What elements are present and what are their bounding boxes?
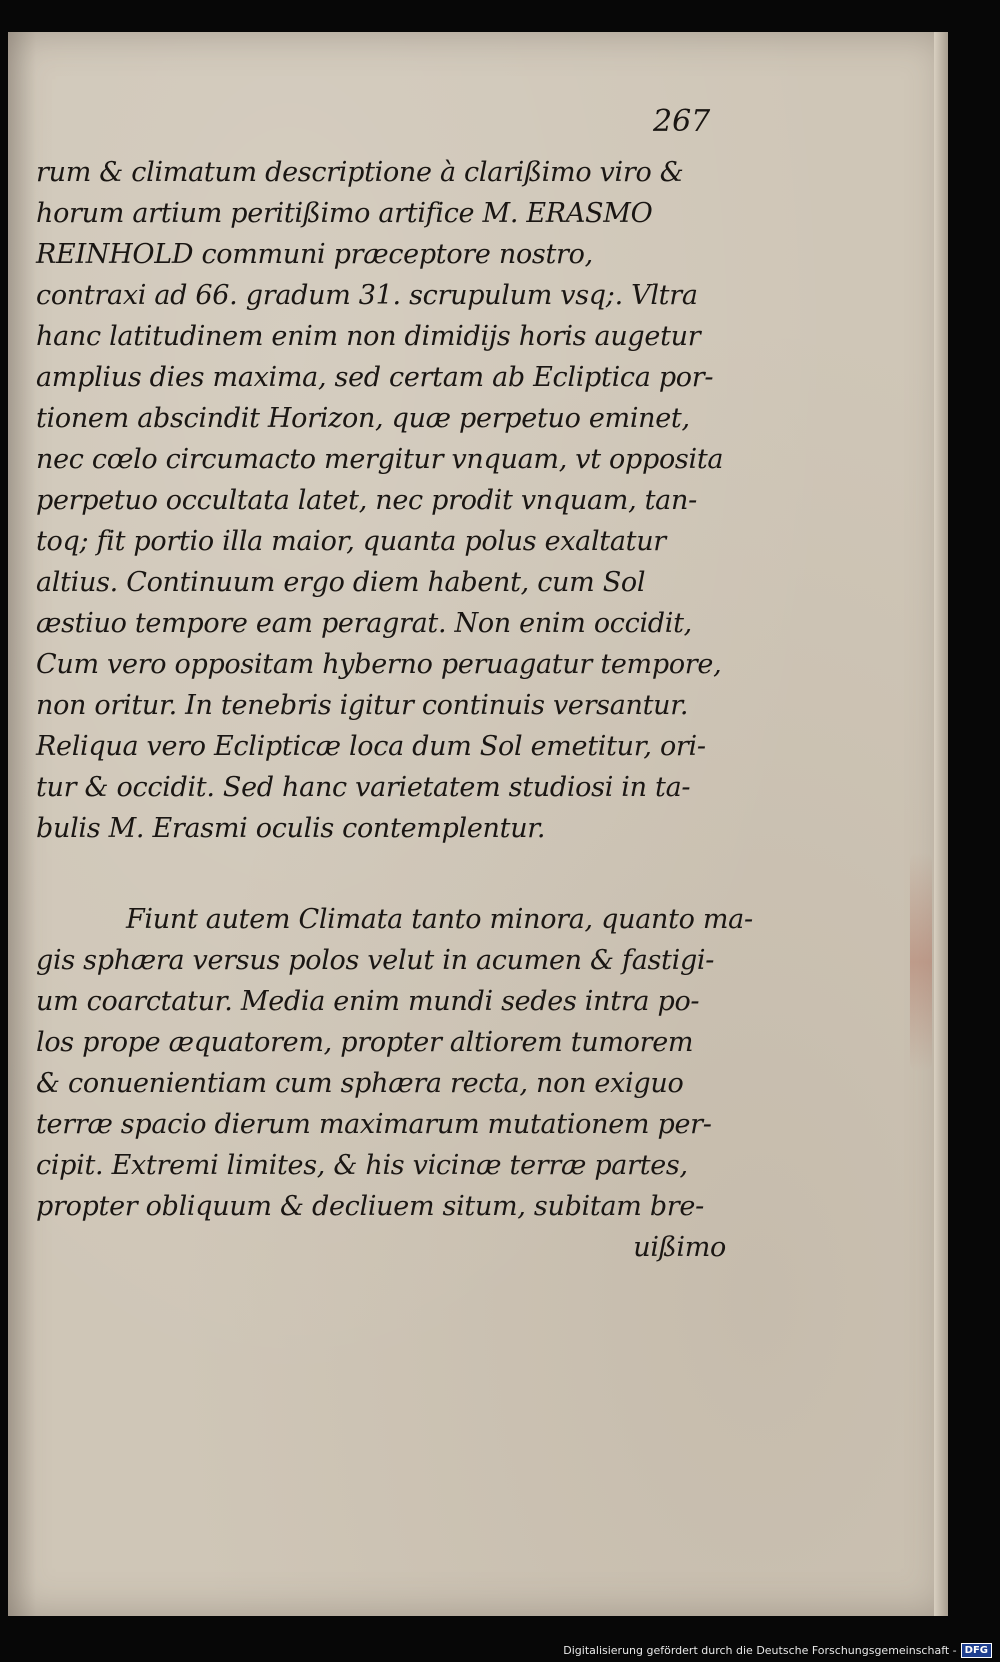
- page-text: [36, 152, 753, 1268]
- text-line: contraxi ad 66. gradum 31. scrupulum vsq;. Vltra: [36, 280, 698, 311]
- text-line: amplius dies maxima, sed certam ab Ecliptica por-: [36, 362, 714, 393]
- text-line: cipit. Extremi limites, & his vicinæ terræ partes,: [36, 1150, 688, 1181]
- text-line: perpetuo occultata latet, nec prodit vnquam, tan-: [36, 485, 697, 516]
- text-line: horum artium peritißimo artifice M. ERASMO: [36, 198, 653, 229]
- page-edge: [934, 32, 948, 1616]
- book-page: [8, 32, 948, 1616]
- text-line: propter obliquum & decliuem situm, subitam bre-: [36, 1191, 704, 1222]
- text-line: & conuenientiam cum sphæra recta, non exiguo: [36, 1068, 684, 1099]
- text-line: rum & climatum descriptione à clarißimo viro &: [36, 157, 684, 188]
- paragraph-1: [36, 152, 726, 849]
- digitization-credit: [563, 1643, 992, 1658]
- catchword: uißimo: [633, 1232, 726, 1263]
- text-line: bulis M. Erasmi oculis contemplentur.: [36, 813, 546, 844]
- text-line: los prope æquatorem, propter altiorem tumorem: [36, 1027, 694, 1058]
- text-line: hanc latitudinem enim non dimidijs horis augetur: [36, 321, 701, 352]
- page-stain: [910, 852, 932, 1072]
- text-line: tionem abscindit Horizon, quæ perpetuo eminet,: [36, 403, 690, 434]
- text-line: altius. Continuum ergo diem habent, cum Sol: [36, 567, 646, 598]
- text-line: terræ spacio dierum maximarum mutationem per-: [36, 1109, 712, 1140]
- paragraph-2: [36, 899, 753, 1268]
- text-line: nec cœlo circumacto mergitur vnquam, vt opposita: [36, 444, 724, 475]
- text-line: non oritur. In tenebris igitur continuis versantur.: [36, 690, 689, 721]
- text-line: Reliqua vero Eclipticæ loca dum Sol emetitur, ori-: [36, 731, 706, 762]
- text-line: gis sphæra versus polos velut in acumen & fastigi-: [36, 945, 715, 976]
- text-line: Cum vero oppositam hyberno peruagatur tempore,: [36, 649, 722, 680]
- text-line: REINHOLD communi præceptore nostro,: [36, 239, 593, 270]
- text-line: Fiunt autem Climata tanto minora, quanto ma-: [126, 904, 753, 935]
- text-line: tur & occidit. Sed hanc varietatem studiosi in ta-: [36, 772, 691, 803]
- credit-text: Digitalisierung gefördert durch die Deutsche Forschungsgemeinschaft -: [563, 1644, 957, 1657]
- page-number: 267: [653, 104, 711, 139]
- text-line: æstiuo tempore eam peragrat. Non enim occidit,: [36, 608, 692, 639]
- text-line: um coarctatur. Media enim mundi sedes intra po-: [36, 986, 700, 1017]
- text-line: toq; fit portio illa maior, quanta polus exaltatur: [36, 526, 666, 557]
- dfg-logo-icon: DFG: [961, 1643, 992, 1658]
